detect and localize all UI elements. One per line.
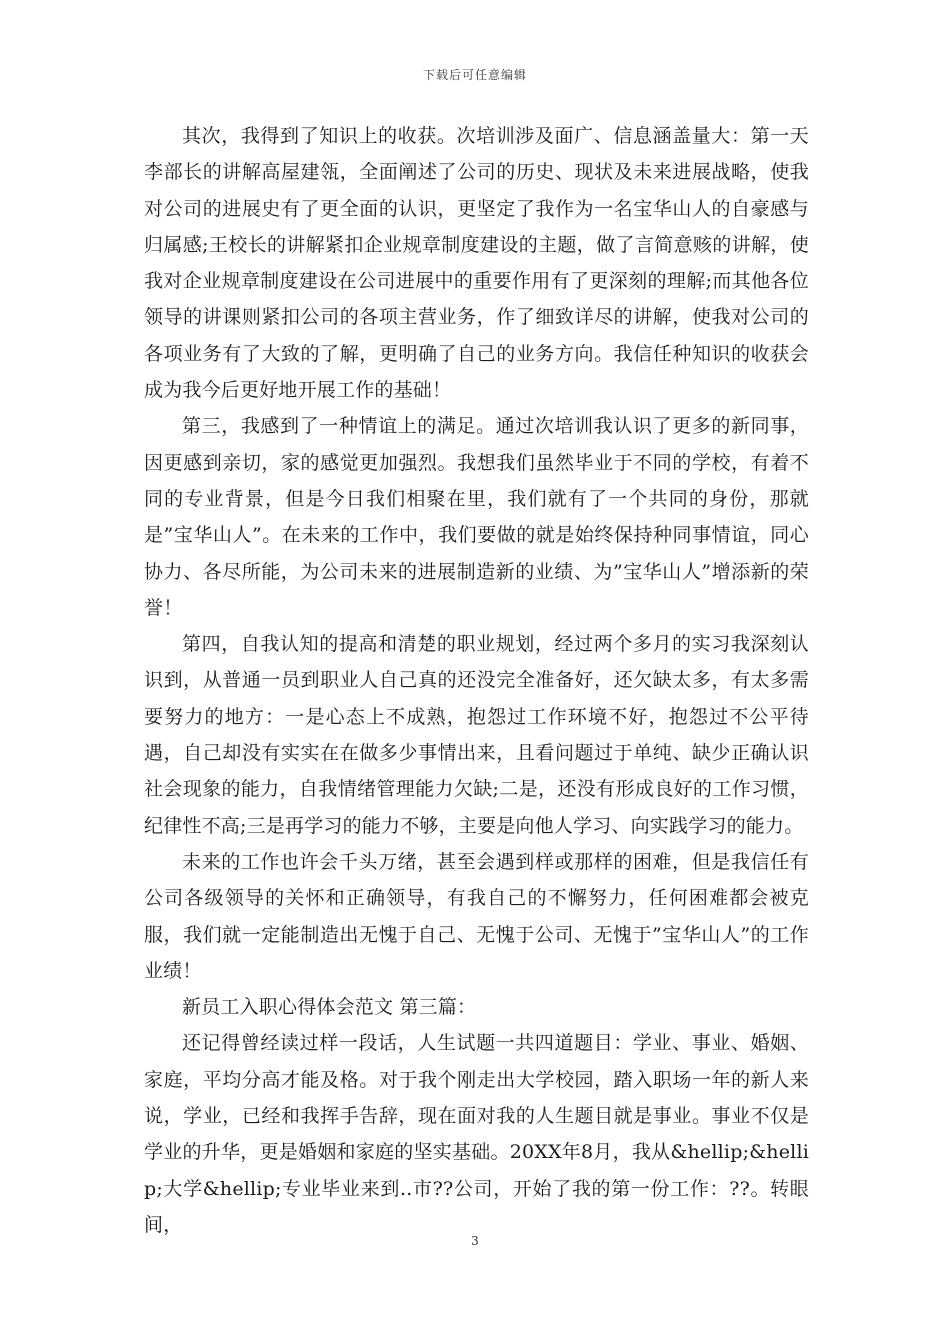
- document-body: [144, 118, 809, 1243]
- page-number: 3: [471, 1234, 479, 1248]
- paragraph-friendship: 第三，我感到了一种情谊上的满足。通过次培训我认识了更多的新同事，因更感到亲切，家的感觉更加强烈。我想我们虽然毕业于不同的学校，有着不同的专业背景，但是今日我们相聚在里，我们就有了一个共同的身份，那就是”宝华山人”。在未来的工作中，我们要做的就是始终保持种同事情谊，同心协力、各尽所能，为公司未来的进展制造新的业绩、为”宝华山人”增添新的荣誉！: [144, 415, 809, 619]
- paragraph-knowledge: 其次，我得到了知识上的收获。次培训涉及面广、信息涵盖量大：第一天李部长的讲解高屋建瓴，全面阐述了公司的历史、现状及未来进展战略，使我对公司的进展史有了更全面的认识，更坚定了我作为一名宝华山人的自豪感与归属感;王校长的讲解紧扣企业规章制度建设的主题，做了言简意赅的讲解，使我对企业规章制度建设在公司进展中的重要作用有了更深刻的理解;而其他各位领导的讲课则紧扣公司的各项主营业务，作了细致详尽的讲解，使我对公司的各项业务有了大致的了解，更明确了自己的业务方向。我信任种知识的收获会成为我今后更好地开展工作的基础！: [144, 125, 809, 402]
- paragraph-self-awareness: 第四，自我认知的提高和清楚的职业规划，经过两个多月的实习我深刻认识到，从普通一员到职业人自己真的还没完全准备好，还欠缺太多，有太多需要努力的地方：一是心态上不成熟，抱怨过工作环境不好，抱怨过不公平待遇，自己却没有实实在在做多少事情出来，且看问题过于单纯、缺少正确认识社会现象的能力，自我情绪管理能力欠缺;二是，还没有形成良好的工作习惯，纪律性不高;三是再学习的能力不够，主要是向他人学习、向实践学习的能力。: [144, 633, 809, 837]
- paragraph-life-exam: 还记得曾经读过样一段话，人生试题一共四道题目：学业、事业、婚姻、家庭，平均分高才能及格。对于我个刚走出大学校园，踏入职场一年的新人来说，学业，已经和我挥手告辞，现在面对我的人生题目就是事业。事业不仅是学业的升华，更是婚姻和家庭的坚实基础。20XX年8月，我从&hellip;&hellip;大学&hellip;专业毕业来到..市??公司，开始了我的第一份工作：??。转眼间，: [144, 1032, 809, 1236]
- paragraph-future-work: 未来的工作也许会千头万绪，甚至会遇到样或那样的困难，但是我信任有公司各级领导的关怀和正确领导，有我自己的不懈努力，任何困难都会被克服，我们就一定能制造出无愧于自己、无愧于公司、无愧于”宝华山人”的工作业绩！: [144, 850, 809, 982]
- page-header: 下载后可任意编辑: [422, 68, 527, 82]
- section-heading: 新员工入职心得体会范文 第三篇：: [182, 996, 477, 1019]
